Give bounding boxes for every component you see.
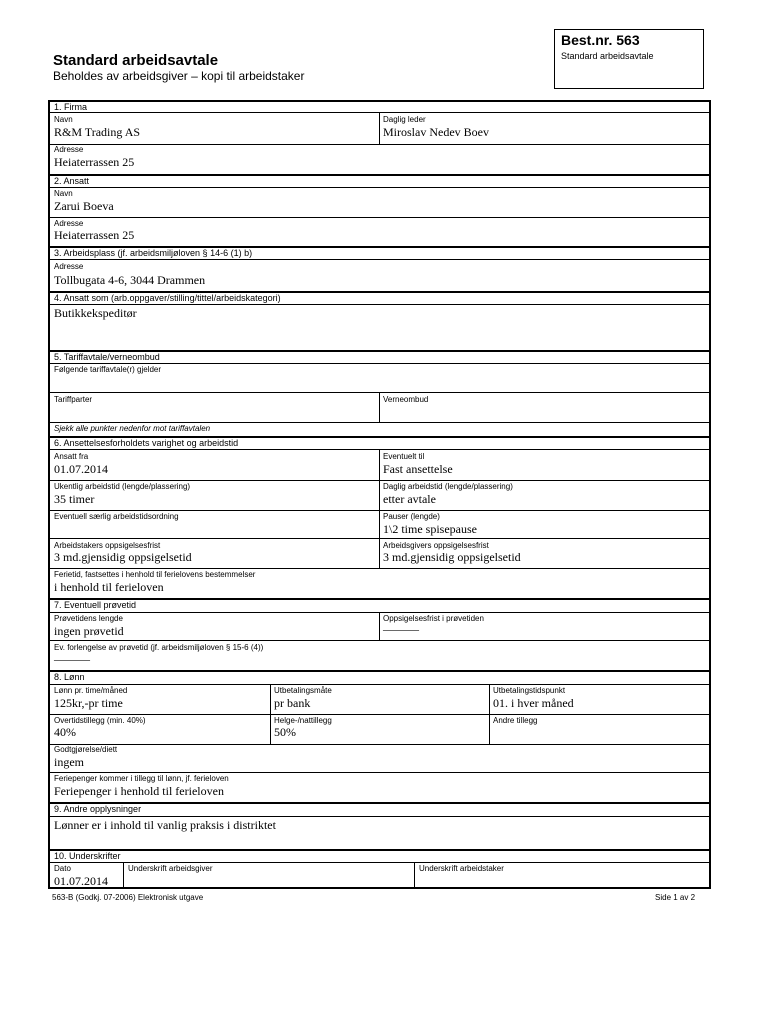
- employer-signature-label: Underskrift arbeidsgiver: [128, 864, 213, 873]
- footer-form-id: 563-B (Godkj. 07-2006) Elektronisk utgave: [52, 893, 204, 902]
- weekend-night-label: Helge-/nattillegg: [274, 716, 332, 725]
- company-address-label: Adresse: [54, 145, 84, 154]
- employer-notice-label: Arbeidsgivers oppsigelsesfrist: [383, 541, 489, 550]
- payment-date-label: Utbetalingstidspunkt: [493, 686, 566, 695]
- employee-notice-value[interactable]: 3 md.gjensidig oppsigelsetid: [54, 550, 192, 564]
- weekend-night-value[interactable]: 50%: [274, 725, 296, 739]
- payment-date-value[interactable]: 01. i hver måned: [493, 696, 574, 710]
- probation-notice-value[interactable]: ———: [383, 622, 419, 636]
- start-date-value[interactable]: 01.07.2014: [54, 462, 108, 476]
- safety-rep-label: Verneombud: [383, 395, 429, 404]
- order-number-box: [554, 29, 704, 89]
- position-value[interactable]: Butikkekspeditør: [54, 306, 137, 320]
- vacation-label: Ferietid, fastsettes i henhold til ferielovens bestemmelser: [54, 570, 256, 579]
- company-name-value[interactable]: R&M Trading AS: [54, 125, 141, 139]
- section-firma-title: 1. Firma: [54, 102, 88, 112]
- employee-signature-label: Underskrift arbeidstaker: [419, 864, 504, 873]
- employee-name-label: Navn: [54, 189, 73, 198]
- start-date-label: Ansatt fra: [54, 452, 89, 461]
- overtime-label: Overtidstillegg (min. 40%): [54, 716, 146, 725]
- order-number-subtitle: Standard arbeidsavtale: [561, 51, 654, 61]
- daily-hours-value[interactable]: etter avtale: [383, 492, 436, 506]
- manager-label: Daglig leder: [383, 115, 426, 124]
- date-value[interactable]: 01.07.2014: [54, 874, 108, 888]
- employee-address-value[interactable]: Heiaterrassen 25: [54, 228, 135, 242]
- contract-form: [48, 100, 711, 889]
- overtime-value[interactable]: 40%: [54, 725, 76, 739]
- tariff-parties-label: Tariffparter: [54, 395, 93, 404]
- daily-hours-label: Daglig arbeidstid (lengde/plassering): [383, 482, 513, 491]
- workplace-address-value[interactable]: Tollbugata 4-6, 3044 Drammen: [54, 273, 206, 287]
- holiday-pay-value[interactable]: Feriepenger i henhold til ferieloven: [54, 784, 224, 798]
- payment-method-label: Utbetalingsmåte: [274, 686, 332, 695]
- section-position-title: 4. Ansatt som (arb.oppgaver/stilling/tittel/arbeidskategori): [54, 293, 281, 303]
- probation-extension-label: Ev. forlengelse av prøvetid (jf. arbeidsmiljøloven § 15-6 (4)): [54, 643, 264, 652]
- breaks-label: Pauser (lengde): [383, 512, 440, 521]
- order-number: Best.nr. 563: [561, 32, 640, 48]
- tariff-note: Sjekk alle punkter nedenfor mot tariffavtalen: [54, 424, 211, 433]
- special-schedule-label: Eventuell særlig arbeidstidsordning: [54, 512, 179, 521]
- section-duration-title: 6. Ansettelsesforholdets varighet og arbeidstid: [54, 438, 239, 448]
- section-signatures-title: 10. Underskrifter: [54, 851, 121, 861]
- company-address-value[interactable]: Heiaterrassen 25: [54, 155, 135, 169]
- allowance-value[interactable]: ingem: [54, 755, 84, 769]
- end-date-value[interactable]: Fast ansettelse: [383, 462, 453, 476]
- wage-label: Lønn pr. time/måned: [54, 686, 128, 695]
- date-label: Dato: [54, 864, 71, 873]
- workplace-address-label: Adresse: [54, 262, 84, 271]
- section-workplace-title: 3. Arbeidsplass (jf. arbeidsmiljøloven § 14-6 (1) b): [54, 248, 253, 258]
- probation-length-label: Prøvetidens lengde: [54, 614, 123, 623]
- employee-name-value[interactable]: Zarui Boeva: [54, 199, 114, 213]
- probation-notice-label: Oppsigelsesfrist i prøvetiden: [383, 614, 484, 623]
- weekly-hours-value[interactable]: 35 timer: [54, 492, 95, 506]
- section-tariff-title: 5. Tariffavtale/verneombud: [54, 352, 160, 362]
- employee-notice-label: Arbeidstakers oppsigelsesfrist: [54, 541, 161, 550]
- weekly-hours-label: Ukentlig arbeidstid (lengde/plassering): [54, 482, 191, 491]
- employer-notice-value[interactable]: 3 md.gjensidig oppsigelsetid: [383, 550, 521, 564]
- wage-value[interactable]: 125kr,-pr time: [54, 696, 123, 710]
- section-ansatt-title: 2. Ansatt: [54, 176, 90, 186]
- footer-page-number: Side 1 av 2: [655, 893, 696, 902]
- tariff-agreement-label: Følgende tariffavtale(r) gjelder: [54, 365, 162, 374]
- payment-method-value[interactable]: pr bank: [274, 696, 311, 710]
- page-subtitle: Beholdes av arbeidsgiver – kopi til arbeidstaker: [53, 69, 305, 83]
- allowance-label: Godtgjørelse/diett: [54, 745, 118, 754]
- breaks-value[interactable]: 1\2 time spisepause: [383, 522, 477, 536]
- probation-length-value[interactable]: ingen prøvetid: [54, 624, 124, 638]
- other-allowances-label: Andre tillegg: [493, 716, 538, 725]
- section-salary-title: 8. Lønn: [54, 672, 85, 682]
- probation-extension-value[interactable]: ———: [54, 652, 90, 666]
- company-name-label: Navn: [54, 115, 73, 124]
- holiday-pay-label: Feriepenger kommer i tillegg til lønn, jf. ferieloven: [54, 774, 229, 783]
- page-title: Standard arbeidsavtale: [53, 52, 219, 69]
- vacation-value[interactable]: i henhold til ferieloven: [54, 580, 164, 594]
- end-date-label: Eventuelt til: [383, 452, 425, 461]
- other-info-value[interactable]: Lønner er i inhold til vanlig praksis i distriktet: [54, 818, 276, 832]
- manager-value[interactable]: Miroslav Nedev Boev: [383, 125, 489, 139]
- section-other-info-title: 9. Andre opplysninger: [54, 804, 142, 814]
- employee-address-label: Adresse: [54, 219, 84, 228]
- section-probation-title: 7. Eventuell prøvetid: [54, 600, 137, 610]
